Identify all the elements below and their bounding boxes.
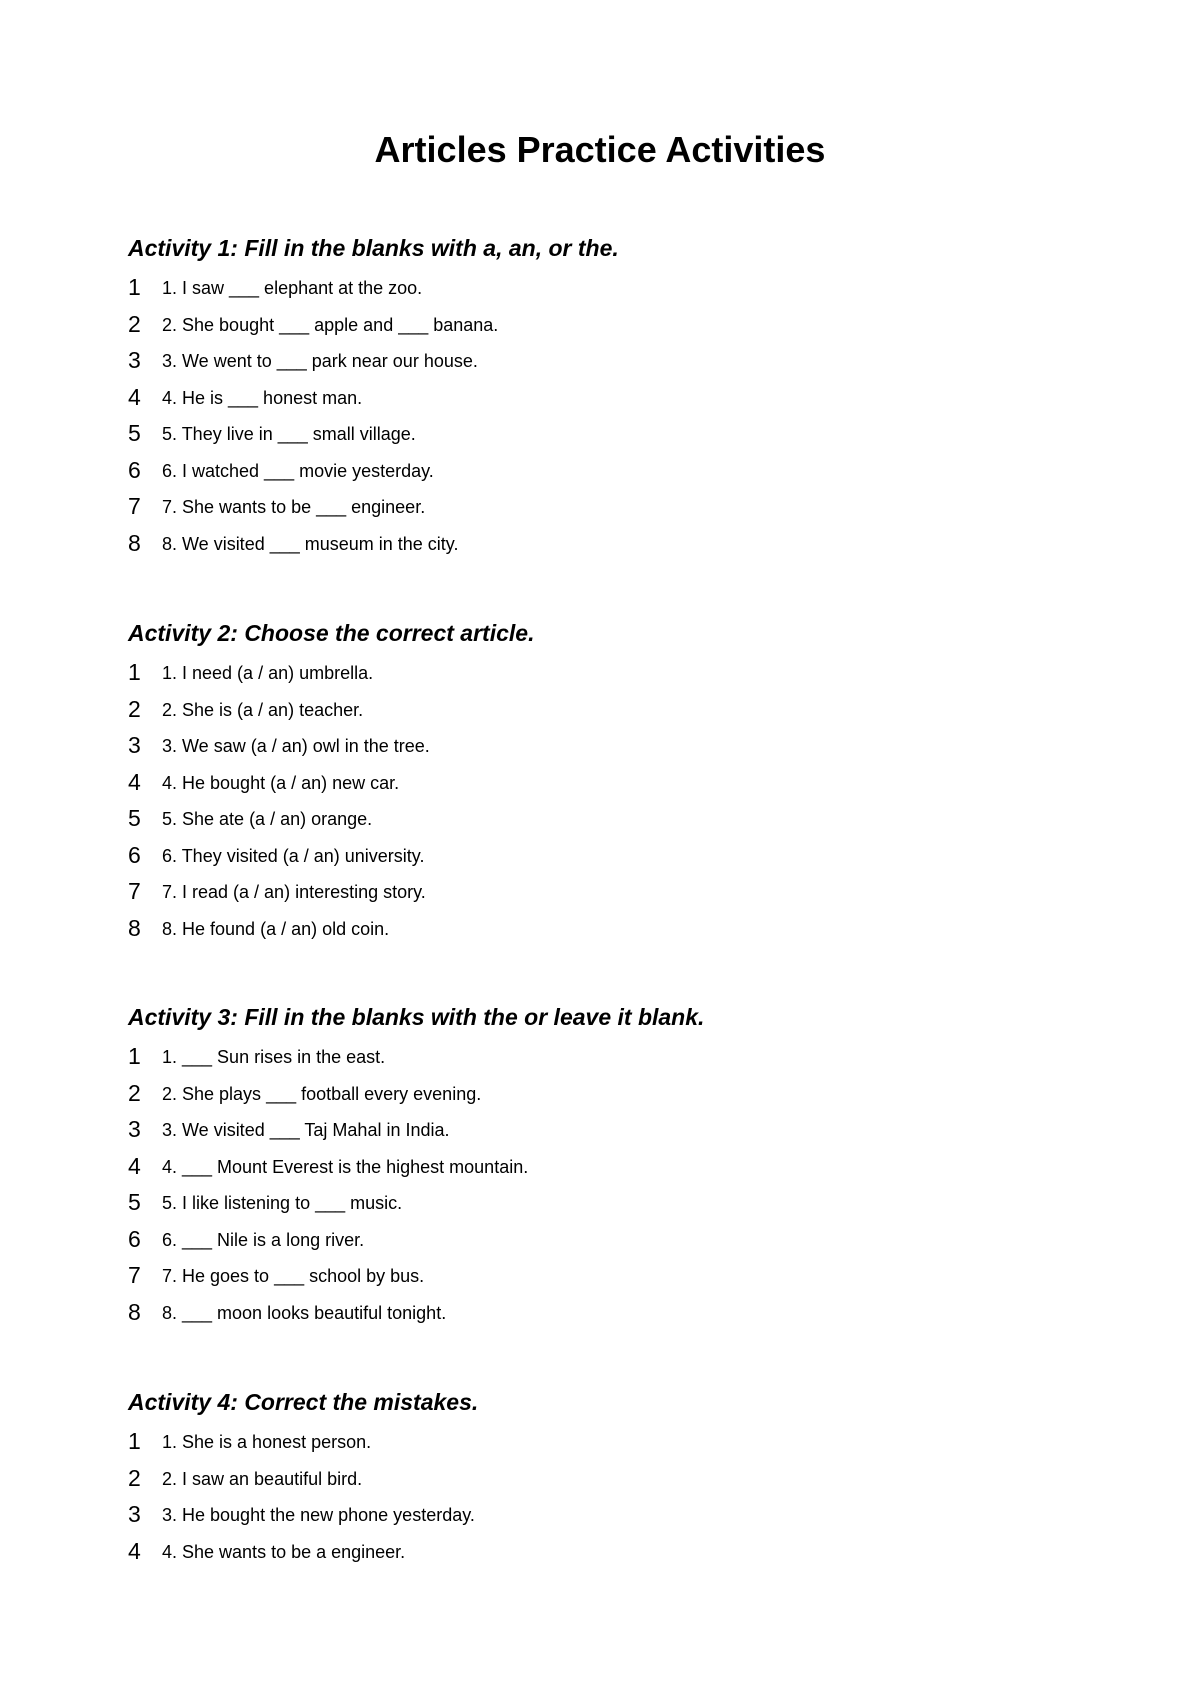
item-number: 7: [128, 1262, 141, 1288]
item-text: 1. I need (a / an) umbrella.: [162, 663, 374, 683]
activity-heading: Activity 2: Choose the correct article.: [128, 620, 535, 646]
list-item: [128, 488, 1088, 525]
item-number: 6: [128, 456, 141, 483]
list-item: [128, 1221, 1088, 1258]
list-item: [128, 727, 1088, 764]
list-item: [128, 1533, 1088, 1570]
list-item: [128, 306, 1088, 343]
list-item: [128, 525, 1088, 562]
item-number: 3: [128, 1501, 141, 1527]
list-item: [128, 1460, 1088, 1497]
item-number: 4: [128, 1537, 141, 1564]
item-number: 3: [128, 1116, 141, 1142]
item-text: 4. He is ___ honest man.: [162, 387, 363, 408]
activity-list: [128, 1038, 1088, 1330]
item-text: 3. We went to ___ park near our house.: [162, 351, 478, 371]
list-item: [128, 873, 1088, 910]
item-text: 7. He goes to ___ school by bus.: [162, 1266, 425, 1286]
item-number: 7: [128, 878, 141, 904]
activity-list: [128, 1423, 1088, 1569]
activity-heading: Activity 4: Correct the mistakes.: [128, 1389, 479, 1415]
item-number: 4: [128, 1152, 141, 1179]
list-item: [128, 342, 1088, 379]
activity-2-section: [128, 614, 1088, 946]
activity-3-section: [128, 998, 1088, 1330]
item-number: 5: [128, 1189, 141, 1215]
item-text: 8. We visited ___ museum in the city.: [162, 533, 459, 554]
item-text: 3. He bought the new phone yesterday.: [162, 1505, 475, 1525]
list-item: [128, 1111, 1088, 1148]
list-item: [128, 1496, 1088, 1533]
activity-list: [128, 654, 1088, 946]
item-number: 6: [128, 1225, 141, 1252]
list-item: [128, 379, 1088, 416]
item-number: 1: [128, 1428, 141, 1454]
item-text: 4. She wants to be a engineer.: [162, 1541, 406, 1562]
list-item: [128, 269, 1088, 306]
item-text: 5. She ate (a / an) orange.: [162, 809, 373, 829]
item-text: 7. She wants to be ___ engineer.: [162, 497, 426, 517]
list-item: [128, 654, 1088, 691]
item-text: 5. They live in ___ small village.: [162, 424, 416, 444]
activity-heading: Activity 1: Fill in the blanks with a, an, or the.: [128, 235, 619, 261]
item-number: 1: [128, 1043, 141, 1069]
list-item: [128, 800, 1088, 837]
item-number: 1: [128, 274, 141, 300]
list-item: [128, 452, 1088, 489]
item-text: 6. They visited (a / an) university.: [162, 845, 425, 866]
item-number: 2: [128, 695, 141, 722]
item-text: 7. I read (a / an) interesting story.: [162, 882, 426, 902]
list-item: [128, 1257, 1088, 1294]
item-number: 5: [128, 420, 141, 446]
item-number: 2: [128, 310, 141, 337]
item-number: 3: [128, 732, 141, 758]
item-text: 1. She is a honest person.: [162, 1432, 372, 1452]
page-title: Articles Practice Activities: [374, 129, 826, 170]
list-item: [128, 764, 1088, 801]
list-item: [128, 691, 1088, 728]
item-number: 8: [128, 914, 141, 941]
item-number: 1: [128, 659, 141, 685]
item-text: 6. ___ Nile is a long river.: [162, 1229, 365, 1250]
activity-heading: Activity 3: Fill in the blanks with the or leave it blank.: [128, 1004, 705, 1030]
item-number: 5: [128, 805, 141, 831]
item-text: 1. I saw ___ elephant at the zoo.: [162, 278, 423, 298]
list-item: [128, 910, 1088, 947]
item-text: 3. We visited ___ Taj Mahal in India.: [162, 1120, 450, 1140]
activity-list: [128, 269, 1088, 561]
list-item: [128, 415, 1088, 452]
item-text: 8. ___ moon looks beautiful tonight.: [162, 1302, 447, 1323]
list-item: [128, 1148, 1088, 1185]
item-text: 6. I watched ___ movie yesterday.: [162, 460, 434, 481]
list-item: [128, 1075, 1088, 1112]
item-number: 2: [128, 1079, 141, 1106]
activity-4-section: [128, 1383, 1088, 1569]
item-text: 2. I saw an beautiful bird.: [162, 1468, 363, 1489]
item-number: 8: [128, 1298, 141, 1325]
list-item: [128, 1423, 1088, 1460]
item-text: 3. We saw (a / an) owl in the tree.: [162, 736, 430, 756]
list-item: [128, 1184, 1088, 1221]
item-text: 2. She bought ___ apple and ___ banana.: [162, 314, 499, 335]
list-item: [128, 1038, 1088, 1075]
item-text: 1. ___ Sun rises in the east.: [162, 1047, 386, 1067]
item-text: 8. He found (a / an) old coin.: [162, 918, 390, 939]
item-text: 4. ___ Mount Everest is the highest mountain.: [162, 1156, 529, 1177]
item-text: 2. She plays ___ football every evening.: [162, 1083, 482, 1104]
item-number: 3: [128, 347, 141, 373]
item-number: 7: [128, 493, 141, 519]
item-number: 4: [128, 768, 141, 795]
item-text: 5. I like listening to ___ music.: [162, 1193, 403, 1213]
list-item: [128, 1294, 1088, 1331]
activity-1-section: [128, 229, 1088, 561]
list-item: [128, 837, 1088, 874]
item-text: 2. She is (a / an) teacher.: [162, 699, 364, 720]
item-number: 4: [128, 383, 141, 410]
item-number: 2: [128, 1464, 141, 1491]
item-number: 6: [128, 841, 141, 868]
item-number: 8: [128, 529, 141, 556]
item-text: 4. He bought (a / an) new car.: [162, 772, 400, 793]
